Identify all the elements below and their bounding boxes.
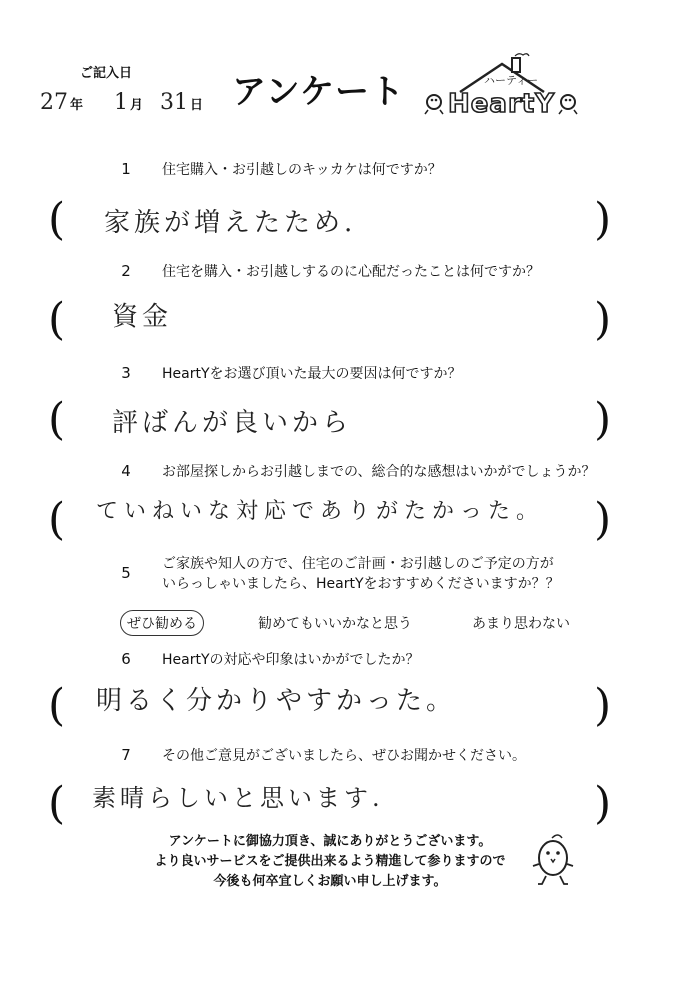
paren-open: ( — [48, 680, 66, 731]
question-number: 6 — [121, 650, 131, 668]
paren-close: ) — [594, 394, 612, 445]
closing-line: アンケートに御協力頂き、誠にありがとうございます。 — [168, 834, 492, 849]
bird-icon — [425, 95, 443, 114]
question-number: 5 — [121, 564, 131, 582]
bird-mascot-icon — [528, 832, 578, 892]
closing-line: より良いサービスをご提供出来るよう精進して参りますので — [154, 854, 506, 869]
closing-line: 今後も何卒宜しくお願い申し上げます。 — [213, 874, 447, 889]
page-title: アンケート — [232, 72, 405, 112]
question-text: お部屋探しからお引越しまでの、総合的な感想はいかがでしょうか？ — [162, 464, 596, 480]
date-label: ご記入日 — [80, 66, 133, 81]
option-recommend-selected[interactable]: ぜひ勧める — [120, 610, 204, 636]
bird-icon — [559, 95, 577, 114]
question-text-line1: ご家族や知人の方で、住宅のご計画・お引越しのご予定の方が — [162, 556, 554, 572]
paren-close: ) — [594, 194, 612, 245]
paren-close: ) — [594, 778, 612, 829]
logo-text: HeartY — [448, 89, 556, 119]
question-number: 4 — [121, 462, 131, 480]
closing-message — [100, 832, 560, 892]
answer-text[interactable]: ていねいな対応でありがたかった。 — [96, 499, 545, 524]
hearty-logo — [420, 50, 580, 120]
date-day-unit: 日 — [190, 98, 204, 113]
paren-close: ) — [594, 294, 612, 345]
question-text-line2: いらっしゃいましたら、HeartYをおすすめくださいますか？？ — [162, 576, 560, 592]
option-not-recommend[interactable]: あまり思わない — [472, 616, 570, 632]
question-text: 住宅を購入・お引越しするのに心配だったことは何ですか？ — [162, 264, 540, 280]
paren-open: ( — [48, 778, 66, 829]
paren-open: ( — [48, 394, 66, 445]
question-number: 3 — [121, 364, 131, 382]
answer-text[interactable]: 家族が増えたため. — [104, 208, 357, 238]
date-month: 1 — [114, 90, 129, 115]
paren-open: ( — [48, 194, 66, 245]
answer-text[interactable]: 評ばんが良いから — [112, 408, 353, 438]
option-maybe-recommend[interactable]: 勧めてもいいかなと思う — [258, 616, 412, 632]
question-text: 住宅購入・お引越しのキッカケは何ですか？ — [162, 162, 442, 178]
answer-text[interactable]: 明るく分かりやすかった。 — [96, 686, 457, 716]
logo-kana: ハーティー — [484, 74, 539, 87]
date-year-unit: 年 — [70, 98, 84, 113]
question-number: 2 — [121, 262, 131, 280]
paren-close: ) — [594, 680, 612, 731]
question-number: 1 — [121, 160, 131, 178]
question-number: 7 — [121, 746, 131, 764]
date-day: 31 — [160, 90, 189, 115]
paren-close: ) — [594, 494, 612, 545]
date-entry — [40, 90, 213, 115]
answer-text[interactable]: 素晴らしいと思います. — [92, 784, 384, 812]
date-year: 27 — [40, 90, 68, 115]
question-text: その他ご意見がございましたら、ぜひお聞かせください。 — [162, 748, 526, 764]
question-text: HeartYの対応や印象はいかがでしたか？ — [162, 652, 420, 668]
question-text: HeartYをお選び頂いた最大の要因は何ですか？ — [162, 366, 462, 382]
paren-open: ( — [48, 294, 66, 345]
paren-open: ( — [48, 494, 66, 545]
date-month-unit: 月 — [130, 98, 144, 113]
answer-text[interactable]: 資金 — [112, 302, 173, 332]
